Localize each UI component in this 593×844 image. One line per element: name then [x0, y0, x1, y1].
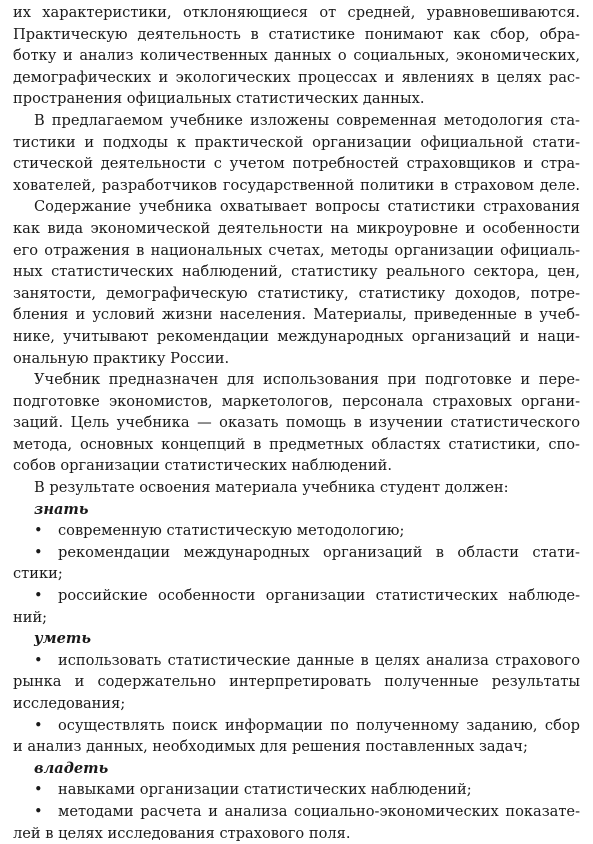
paragraph-4 [13, 369, 580, 477]
can-heading: уметь [34, 630, 91, 648]
list-item-continuation: рынка и содержательно интерпретировать полученные результаты [13, 673, 580, 691]
list-item-continuation: лей в целях исследования страхового поля. [13, 824, 351, 842]
list-item: • методами расчета и анализа социально-экономических показате- [13, 801, 580, 823]
paragraph-3 [13, 196, 580, 369]
text-line: заций. Цель учебника — оказать помощь в изучении статистического [13, 414, 580, 432]
list-item: • рекомендации международных организаций в области стати- [13, 542, 580, 564]
bullet-icon: • [34, 587, 43, 605]
text-line: собов организации статистических наблюдений. [13, 457, 392, 475]
text-line: нике, учитывают рекомендации международных организаций и наци- [13, 327, 580, 345]
know-heading: знать [34, 500, 89, 518]
text-line: хователей, разработчиков государственной политики в страховом деле. [13, 176, 580, 194]
text-line: Учебник предназначен для использования при подготовке и пере- [34, 371, 580, 389]
text-line: подготовке экономистов, маркетологов, персонала страховых органи- [13, 392, 580, 410]
list-item-continuation: и анализ данных, необходимых для решения поставленных задач; [13, 738, 528, 756]
text-line: демографических и экологических процессах и явлениях в целях рас- [13, 68, 580, 86]
paragraph-1 [13, 2, 580, 110]
text-line: его отражения в национальных счетах, методы организации официаль- [13, 241, 580, 259]
text-line: занятости, демографическую статистику, статистику доходов, потре- [13, 284, 580, 302]
list-item-continuation: ний; [13, 608, 48, 626]
text-line: ботку и анализ количественных данных о социальных, экономических, [13, 47, 580, 65]
text-line: ных статистических наблюдений, статистику реального сектора, цен, [13, 263, 580, 281]
own-list [13, 779, 580, 844]
text-line: метода, основных концепций в предметных областях статистики, спо- [13, 435, 580, 453]
know-list [13, 520, 580, 628]
text-line: их характеристики, отклоняющиеся от средней, уравновешиваются. [13, 4, 580, 21]
outcomes-intro: В результате освоения материала учебника студент должен: [34, 479, 509, 497]
text-line: Содержание учебника охватывает вопросы статистики страхования [34, 198, 580, 216]
list-item-continuation: исследования; [13, 695, 126, 712]
list-item-continuation: стики; [13, 565, 63, 583]
can-list [13, 650, 580, 758]
list-item: • осуществлять поиск информации по полученному заданию, сбор [13, 715, 580, 737]
text-line: ональную практику России. [13, 349, 230, 367]
list-item: • использовать статистические данные в целях анализа страхового [13, 650, 580, 672]
text-line: как вида экономической деятельности на микроуровне и особенности [13, 219, 580, 237]
text-line: В предлагаемом учебнике изложены современная методология ста- [34, 111, 580, 129]
list-item: • российские особенности организации статистических наблюде- [13, 585, 580, 607]
text-line: Практическую деятельность в статистике понимают как сбор, обра- [13, 25, 580, 43]
bullet-icon: • [34, 543, 43, 561]
bullet-icon: • [34, 802, 43, 820]
text-line: пространения официальных статистических данных. [13, 90, 425, 108]
bullet-icon: • [34, 522, 43, 540]
bullet-icon: • [34, 716, 43, 734]
list-item: • современную статистическую методологию; [13, 520, 580, 542]
bullet-icon: • [34, 651, 43, 669]
paragraph-2 [13, 110, 580, 196]
text-line: тистики и подходы к практической организации официальной стати- [13, 133, 580, 151]
own-heading: владеть [34, 759, 109, 777]
list-item: • навыками организации статистических наблюдений; [13, 779, 580, 801]
text-line: стической деятельности с учетом потребностей страховщиков и стра- [13, 155, 580, 173]
text-line: бления и условий жизни населения. Материалы, приведенные в учеб- [13, 306, 580, 324]
bullet-icon: • [34, 781, 43, 799]
